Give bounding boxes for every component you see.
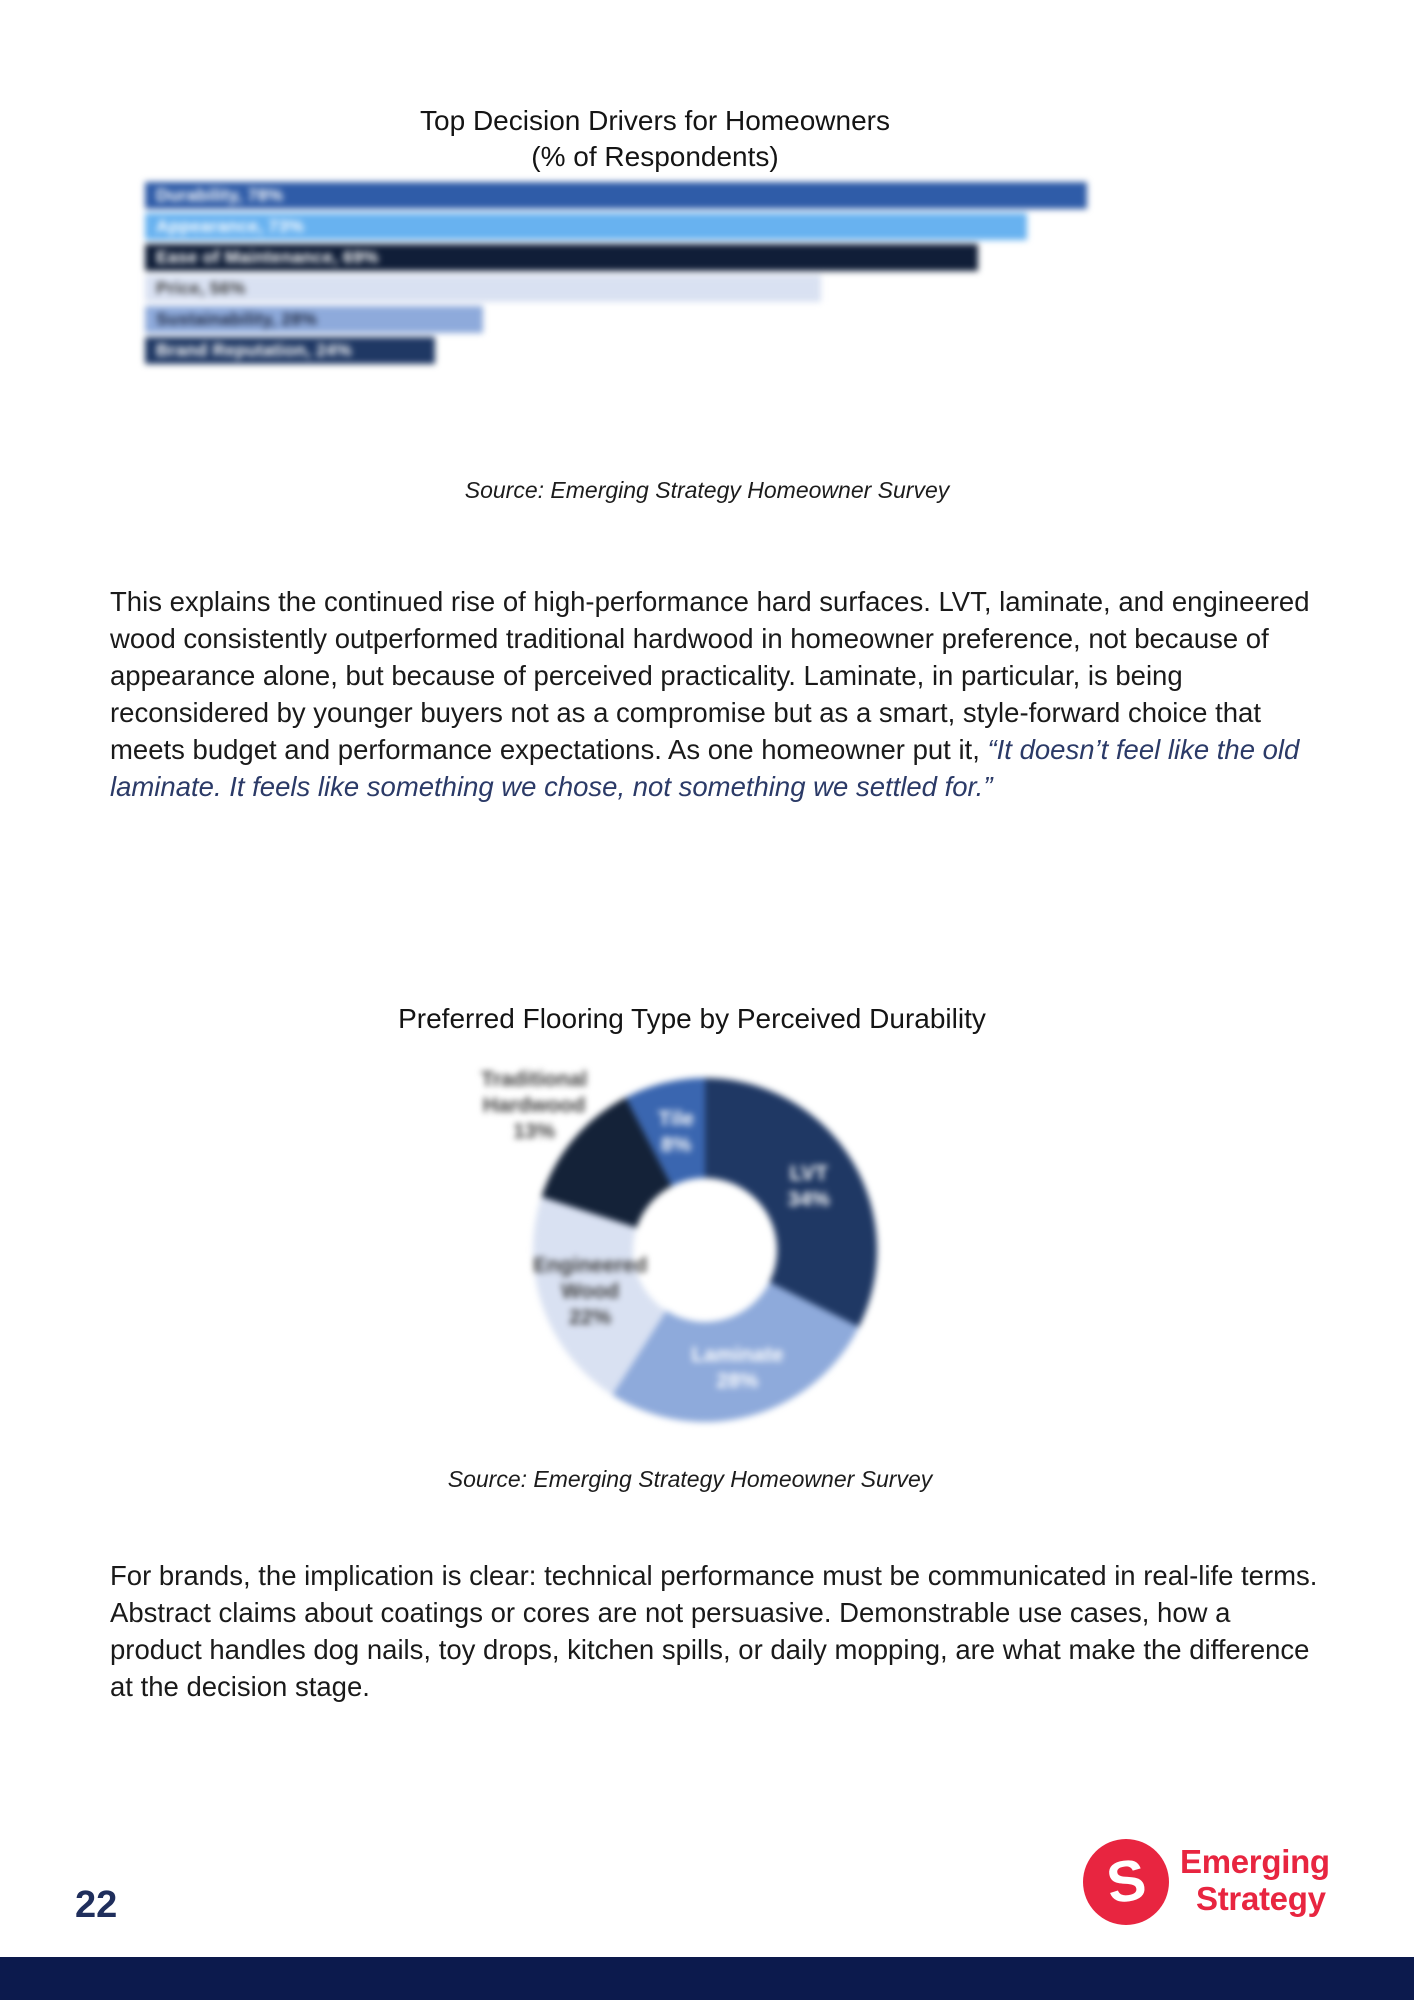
bar-label: Brand Reputation, 24% <box>156 340 352 360</box>
donut-chart-title: Preferred Flooring Type by Perceived Durability <box>398 1003 986 1034</box>
bar-chart-title-line2: (% of Respondents) <box>531 141 779 172</box>
page-number: 22 <box>75 1884 118 1926</box>
bar-chart-plot <box>145 182 1105 364</box>
emerging-strategy-logo-icon <box>1083 1839 1169 1925</box>
paragraph-1-text: This explains the continued rise of high-performance hard surfaces. LVT, laminate, and engineered wood consistently outperformed traditional hardwood in homeowner preference, not because of appearance alone, but because of perceived practicality. Laminate, in particular, is being reconsidered by younger buyers not as a compromise but as a smart, style-forward choice that meets budget and performance expectations. As one homeowner put it, <box>110 586 1310 765</box>
donut-label: Tile 8% <box>658 1107 694 1157</box>
donut-chart-svg <box>465 1010 945 1490</box>
bar-label: Appearance, 73% <box>156 216 304 236</box>
donut-label: Traditional Hardwood 13% <box>481 1068 588 1144</box>
bar-price <box>145 275 821 302</box>
brand-line2: Strategy <box>1196 1880 1326 1917</box>
paragraph-1 <box>110 583 1322 805</box>
donut-label: Laminate 28% <box>691 1343 784 1393</box>
bar-brand-reputation <box>145 337 435 364</box>
paragraph-1-quote: “It doesn’t feel like the old laminate. It feels like something we chose, not something we settled for.” <box>110 734 1300 802</box>
bar-chart-source: Source: Emerging Strategy Homeowner Survey <box>464 477 950 503</box>
bar-label: Sustainability, 28% <box>156 309 318 329</box>
bar-durability <box>145 182 1087 209</box>
brand-line1: Emerging <box>1180 1843 1330 1880</box>
footer-accent-bar <box>0 1957 1414 2000</box>
donut-label: Engineered Wood 22% <box>532 1254 648 1330</box>
bar-label: Ease of Maintenance, 69% <box>156 247 379 267</box>
donut-chart-source: Source: Emerging Strategy Homeowner Survey <box>447 1466 933 1492</box>
brand-wordmark <box>1180 1843 1330 1917</box>
bar-ease-of-maintenance <box>145 244 978 271</box>
bar-appearance <box>145 213 1027 240</box>
bar-label: Price, 56% <box>156 278 246 298</box>
bar-chart-title <box>0 103 1310 175</box>
donut-chart-plot <box>465 1010 945 1490</box>
bar-label: Durability, 78% <box>156 185 284 205</box>
bar-sustainability <box>145 306 483 333</box>
paragraph-2: For brands, the implication is clear: technical performance must be communicated in real-life terms. Abstract claims about coatings or cores are not persuasive. Demonstrable use cases, how a product handles dog nails, toy drops, kitchen spills, or daily mopping, are what make the difference at the decision stage. <box>110 1560 1318 1702</box>
logo-letter: S <box>1102 1846 1150 1917</box>
donut-label: LVT 34% <box>787 1161 830 1211</box>
bar-chart-title-line1: Top Decision Drivers for Homeowners <box>420 105 890 136</box>
